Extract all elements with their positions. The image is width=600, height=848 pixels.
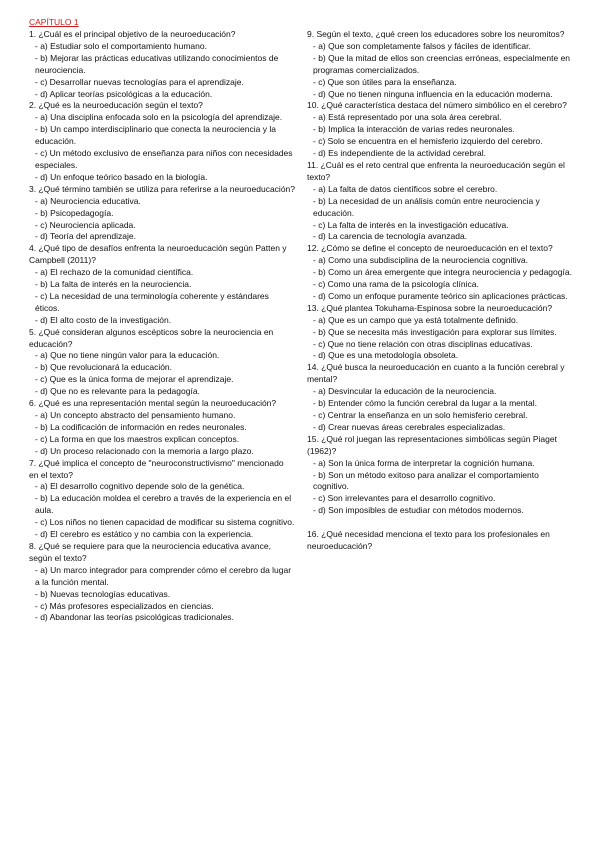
option-d: - d) Que no es relevante para la pedagogía. xyxy=(35,386,200,397)
question-8 xyxy=(29,541,295,624)
option-d: - d) El cerebro es estático y no cambia con la experiencia. xyxy=(35,529,254,540)
option-b: - b) La necesidad de un análisis común entre neurociencia y educación. xyxy=(313,195,540,218)
option-d: - d) Es independiente de la actividad cerebral. xyxy=(313,148,486,159)
option-a: - a) Una disciplina enfocada solo en la psicología del aprendizaje. xyxy=(35,112,283,123)
question-6 xyxy=(29,398,295,458)
option-c: - c) La falta de interés en la investigación educativa. xyxy=(313,219,509,230)
option-d: - d) Que es una metodología obsoleta. xyxy=(313,350,459,361)
option-c: - c) Los niños no tienen capacidad de modificar su sistema cognitivo. xyxy=(35,517,295,528)
question-16 xyxy=(307,529,573,553)
question-15 xyxy=(307,434,573,517)
option-b: - b) La falta de interés en la neurociencia. xyxy=(35,279,192,290)
question-3 xyxy=(29,184,295,244)
option-a: - a) Que es un campo que ya está totalmente definido. xyxy=(313,314,519,325)
question-2 xyxy=(29,100,295,183)
question-14 xyxy=(307,362,573,433)
question-5 xyxy=(29,327,295,398)
option-c: - c) Que son útiles para la enseñanza. xyxy=(313,76,457,87)
option-b: - b) La educación moldea el cerebro a través de la experiencia en el aula. xyxy=(35,493,292,516)
option-c: - c) Centrar la enseñanza en un solo hemisferio cerebral. xyxy=(313,410,528,420)
question-text: 4. ¿Qué tipo de desafíos enfrenta la neuroeducación según Patten y Campbell (2011)? xyxy=(29,243,287,266)
question-text: 13. ¿Qué plantea Tokuhama-Espinosa sobre la neuroeducación? xyxy=(307,302,553,313)
option-c: - c) Que es la única forma de mejorar el aprendizaje. xyxy=(35,374,234,385)
option-d: - d) Un enfoque teórico basado en la biología. xyxy=(35,171,208,182)
option-a: - a) Que son completamente falsos y fáciles de identificar. xyxy=(313,40,531,51)
question-text: 7. ¿Qué implica el concepto de "neuroconstructivismo" mencionado en el texto? xyxy=(29,457,284,480)
option-b: - b) Psicopedagogía. xyxy=(35,207,114,218)
chapter-label: CAPÍTULO 1 xyxy=(29,17,79,27)
option-a: - a) Estudiar solo el comportamiento humano. xyxy=(35,40,207,51)
question-9 xyxy=(307,29,573,100)
question-text: 12. ¿Cómo se define el concepto de neuroeducación en el texto? xyxy=(307,243,553,254)
option-d: - d) Teoría del aprendizaje. xyxy=(35,231,136,242)
option-a: - a) Neurociencia educativa. xyxy=(35,195,141,206)
question-text: 14. ¿Qué busca la neuroeducación en cuanto a la función cerebral y mental? xyxy=(307,362,565,385)
option-c: - c) Solo se encuentra en el hemisferio izquierdo del cerebro. xyxy=(313,136,543,147)
question-text: 3. ¿Qué término también se utiliza para referirse a la neuroeducación? xyxy=(29,183,296,194)
option-c: - c) Son irrelevantes para el desarrollo cognitivo. xyxy=(313,493,496,504)
option-b: - b) Entender cómo la función cerebral da lugar a la mental. xyxy=(313,398,537,409)
option-c: - c) Que no tiene relación con otras disciplinas educativas. xyxy=(313,338,533,349)
question-text: 9. Según el texto, ¿qué creen los educadores sobre los neuromitos? xyxy=(307,29,565,39)
option-d: - d) Crear nuevas áreas cerebrales especializadas. xyxy=(313,421,506,432)
option-d: - d) Abandonar las teorías psicológicas tradicionales. xyxy=(35,612,234,623)
option-c: - c) La necesidad de una terminología coherente y estándares éticos. xyxy=(35,290,269,313)
option-b: - b) Nuevas tecnologías educativas. xyxy=(35,588,171,599)
option-b: - b) Como un área emergente que integra neurociencia y pedagogía. xyxy=(313,267,572,278)
option-a: - a) Desvincular la educación de la neurociencia. xyxy=(313,386,497,397)
question-10 xyxy=(307,100,573,160)
spacer xyxy=(307,517,573,529)
option-d: - d) Aplicar teorías psicológicas a la educación. xyxy=(35,88,213,99)
question-13 xyxy=(307,303,573,363)
question-11 xyxy=(307,160,573,243)
option-d: - d) Un proceso relacionado con la memoria a largo plazo. xyxy=(35,445,254,456)
question-1 xyxy=(29,29,295,100)
option-b: - b) Mejorar las prácticas educativas utilizando conocimientos de neurociencia. xyxy=(35,52,279,75)
question-text: 5. ¿Qué consideran algunos escépticos sobre la neurociencia en educación? xyxy=(29,326,274,349)
option-b: - b) Un campo interdisciplinario que conecta la neurociencia y la educación. xyxy=(35,124,276,147)
question-7 xyxy=(29,458,295,541)
option-c: - c) Neurociencia aplicada. xyxy=(35,219,136,230)
option-b: - b) La codificación de información en redes neuronales. xyxy=(35,421,247,432)
question-text: 16. ¿Qué necesidad menciona el texto para los profesionales en neuroeducación? xyxy=(307,529,550,552)
option-b: - b) Que revolucionará la educación. xyxy=(35,362,173,373)
option-c: - c) Más profesores especializados en ciencias. xyxy=(35,600,214,611)
option-a: - a) Está representado por una sola área cerebral. xyxy=(313,112,502,123)
question-12 xyxy=(307,243,573,303)
option-d: - d) Son imposibles de estudiar con métodos modernos. xyxy=(313,505,524,516)
option-d: - d) El alto costo de la investigación. xyxy=(35,314,172,325)
left-column xyxy=(29,29,295,624)
option-a: - a) Son la única forma de interpretar la cognición humana. xyxy=(313,457,535,468)
option-a: - a) Como una subdisciplina de la neurociencia cognitiva. xyxy=(313,255,528,266)
question-text: 10. ¿Qué característica destaca del número simbólico en el cerebro? xyxy=(307,100,567,111)
option-a: - a) La falta de datos científicos sobre el cerebro. xyxy=(313,183,498,194)
option-a: - a) Un concepto abstracto del pensamiento humano. xyxy=(35,410,236,420)
question-text: 6. ¿Qué es una representación mental según la neuroeducación? xyxy=(29,398,277,409)
option-c: - c) Desarrollar nuevas tecnologías para el aprendizaje. xyxy=(35,76,244,87)
question-text: 1. ¿Cuál es el principal objetivo de la neuroeducación? xyxy=(29,29,236,39)
question-text: 8. ¿Qué se requiere para que la neurociencia educativa avance, según el texto? xyxy=(29,540,271,563)
option-b: - b) Son un método exitoso para analizar el comportamiento cognitivo. xyxy=(313,469,539,492)
question-text: 11. ¿Cuál es el reto central que enfrenta la neuroeducación según el texto? xyxy=(307,159,565,182)
option-a: - a) El rechazo de la comunidad científica. xyxy=(35,267,194,278)
option-c: - c) La forma en que los maestros explican conceptos. xyxy=(35,433,240,444)
option-b: - b) Que se necesita más investigación para explorar sus límites. xyxy=(313,326,557,337)
option-b: - b) Implica la interacción de varias redes neuronales. xyxy=(313,124,515,135)
question-text: 2. ¿Qué es la neuroeducación según el texto? xyxy=(29,100,203,111)
option-d: - d) Que no tienen ninguna influencia en la educación moderna. xyxy=(313,88,553,99)
right-column xyxy=(307,29,573,553)
option-a: - a) Un marco integrador para comprender cómo el cerebro da lugar a la función mental. xyxy=(35,564,292,587)
option-c: - c) Como una rama de la psicología clínica. xyxy=(313,279,479,290)
option-c: - c) Un método exclusivo de enseñanza para niños con necesidades especiales. xyxy=(35,148,293,170)
option-a: - a) Que no tiene ningún valor para la educación. xyxy=(35,350,220,361)
option-a: - a) El desarrollo cognitivo depende solo de la genética. xyxy=(35,481,245,492)
question-4 xyxy=(29,243,295,326)
question-text: 15. ¿Qué rol juegan las representaciones simbólicas según Piaget (1962)? xyxy=(307,433,557,456)
option-b: - b) Que la mitad de ellos son creencias erróneas, especialmente en programas comercializados. xyxy=(313,52,571,75)
option-d: - d) Como un enfoque puramente teórico sin aplicaciones prácticas. xyxy=(313,290,568,301)
option-d: - d) La carencia de tecnología avanzada. xyxy=(313,231,468,242)
